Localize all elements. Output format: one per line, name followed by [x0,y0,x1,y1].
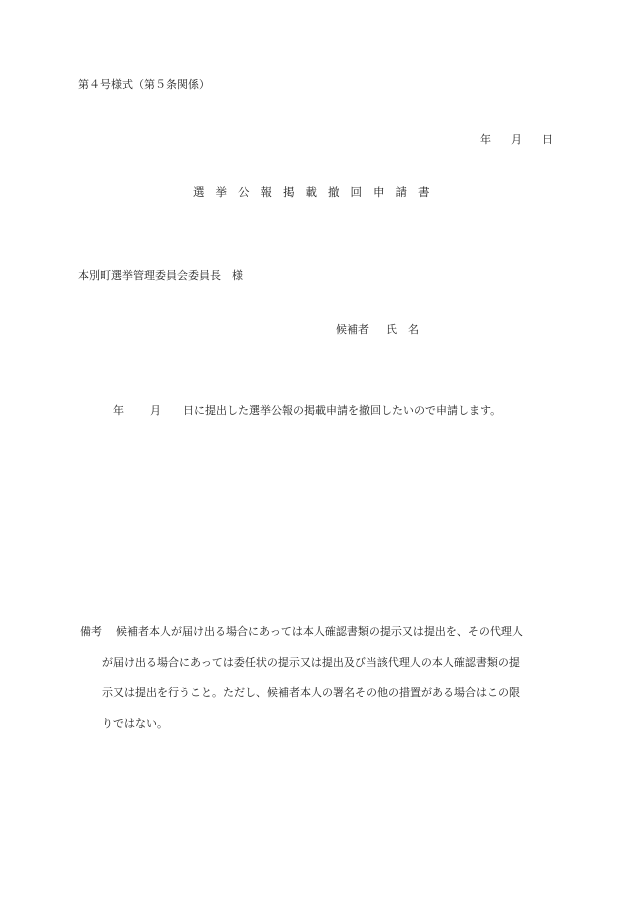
candidate-line [336,321,419,337]
date-year: 年 [480,133,491,146]
candidate-name-label: 氏 名 [386,323,419,336]
form-number: 第４号様式（第５条関係） [78,78,210,91]
addressee: 本別町選挙管理委員会委員長 様 [78,269,243,282]
body-month: 月 [150,404,161,417]
body-text [113,402,501,418]
date-month: 月 [511,133,522,146]
remarks-row [80,617,580,648]
remarks-label: 備考 [80,625,102,638]
date-line [480,131,553,147]
date-day: 日 [542,133,553,146]
remarks-row [80,709,580,740]
remarks-line: 示又は提出を行うこと。ただし、候補者本人の署名その他の措置がある場合はこの限 [102,686,520,699]
remarks-line: 候補者本人が届け出る場合にあっては本人確認書類の提示又は提出を、その代理人 [116,625,523,638]
body-year: 年 [113,404,124,417]
remarks [80,617,580,739]
remarks-row [80,648,580,679]
candidate-label: 候補者 [336,323,369,336]
body-sentence: 日に提出した選挙公報の掲載申請を撤回したいので申請します。 [183,404,502,417]
remarks-row [80,678,580,709]
remarks-line: りではない。 [102,716,168,730]
remarks-line: が届け出る場合にあっては委任状の提示又は提出及び当該代理人の本人確認書類の提 [102,655,520,669]
document-title: 選挙公報掲載撤回申請書 [193,185,441,199]
